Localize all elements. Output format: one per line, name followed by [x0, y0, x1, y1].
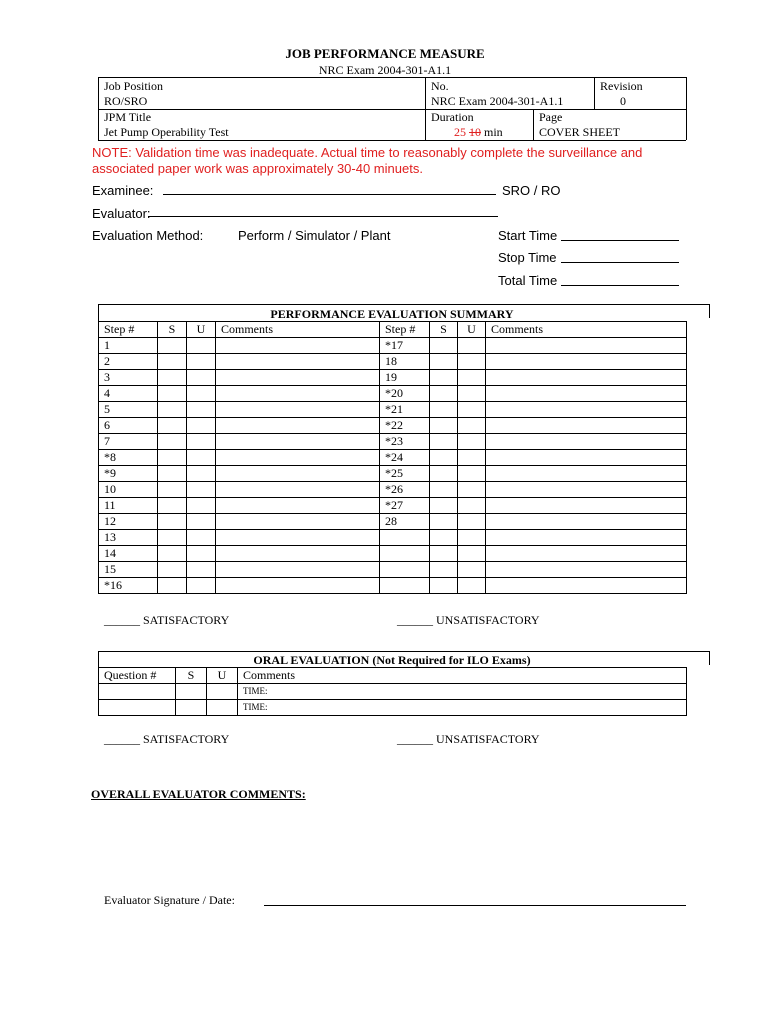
col-u-right: U: [458, 322, 486, 338]
comments-right[interactable]: [486, 450, 687, 466]
summary-row: [99, 418, 687, 434]
u-left[interactable]: [187, 562, 216, 578]
duration-unit: min: [484, 125, 503, 139]
summary-row: [99, 354, 687, 370]
s-right[interactable]: [430, 546, 458, 562]
comments-left[interactable]: [216, 450, 380, 466]
jpm-title-label: JPM Title: [104, 110, 152, 124]
step-left: 14: [99, 546, 158, 562]
s-right[interactable]: [430, 338, 458, 354]
question-cell[interactable]: [99, 700, 176, 716]
s-right[interactable]: [430, 514, 458, 530]
s-left[interactable]: [158, 402, 187, 418]
step-left: 1: [99, 338, 158, 354]
u-left[interactable]: [187, 450, 216, 466]
step-left: 5: [99, 402, 158, 418]
oral-top-rule: [98, 651, 709, 652]
step-right: *20: [380, 386, 430, 402]
duration-new: 25: [454, 125, 466, 139]
sro-ro-label: SRO / RO: [502, 183, 561, 198]
u-right[interactable]: [458, 402, 486, 418]
step-left: 6: [99, 418, 158, 434]
u-right[interactable]: [458, 338, 486, 354]
step-left: *9: [99, 466, 158, 482]
s-left[interactable]: [158, 514, 187, 530]
evaluation-method-options: Perform / Simulator / Plant: [238, 228, 391, 243]
s-left[interactable]: [158, 498, 187, 514]
examinee-label: Examinee:: [92, 183, 154, 198]
revision-label: Revision: [600, 79, 643, 93]
u-left[interactable]: [187, 418, 216, 434]
summary-row: [99, 338, 687, 354]
comments-left[interactable]: [216, 370, 380, 386]
comments-right[interactable]: [486, 402, 687, 418]
step-left: 3: [99, 370, 158, 386]
signature-label: Evaluator Signature / Date:: [104, 893, 235, 907]
col-step-left: Step #: [99, 322, 158, 338]
s-left[interactable]: [158, 466, 187, 482]
comments-left[interactable]: [216, 562, 380, 578]
u-right[interactable]: [458, 370, 486, 386]
comments-left[interactable]: [216, 514, 380, 530]
step-left: 7: [99, 434, 158, 450]
oral-row: [99, 684, 687, 700]
summary-row: [99, 434, 687, 450]
u-right[interactable]: [458, 354, 486, 370]
stop-time-label: Stop Time: [498, 250, 557, 265]
note-line-2: associated paper work was approximately 30-40 minuets.: [92, 161, 423, 176]
time-cell[interactable]: TIME:: [238, 700, 687, 716]
comments-left[interactable]: [216, 546, 380, 562]
note-line-1: NOTE: Validation time was inadequate. Actual time to reasonably complete the surveillance and: [92, 145, 643, 160]
no-value: NRC Exam 2004-301-A1.1: [431, 94, 564, 108]
oral-unsatisfactory: ______ UNSATISFACTORY: [397, 732, 540, 746]
oral-satisfactory: ______ SATISFACTORY: [104, 732, 230, 746]
evaluator-label: Evaluator:: [92, 206, 151, 221]
u-right[interactable]: [458, 418, 486, 434]
u-right[interactable]: [458, 434, 486, 450]
summary-row: [99, 498, 687, 514]
duration-old: 10: [469, 125, 481, 139]
s-right[interactable]: [430, 434, 458, 450]
col-u-left: U: [187, 322, 216, 338]
u-left[interactable]: [187, 530, 216, 546]
examinee-line[interactable]: [163, 194, 496, 195]
comments-right[interactable]: [486, 370, 687, 386]
col-comments-right: Comments: [486, 322, 687, 338]
page-title: JOB PERFORMANCE MEASURE: [285, 46, 485, 61]
s-right[interactable]: [430, 530, 458, 546]
stop-time-line[interactable]: [561, 262, 679, 263]
u-right[interactable]: [458, 386, 486, 402]
comments-left[interactable]: [216, 386, 380, 402]
summary-row: [99, 370, 687, 386]
comments-right[interactable]: [486, 562, 687, 578]
comments-left[interactable]: [216, 418, 380, 434]
jpm-title-value: Jet Pump Operability Test: [104, 125, 229, 139]
u-left[interactable]: [187, 482, 216, 498]
step-right: *25: [380, 466, 430, 482]
signature-line[interactable]: [264, 905, 686, 906]
step-right: *27: [380, 498, 430, 514]
u-right[interactable]: [458, 578, 486, 594]
comments-right[interactable]: [486, 434, 687, 450]
u-right[interactable]: [458, 562, 486, 578]
step-right: *23: [380, 434, 430, 450]
step-right: [380, 530, 430, 546]
u-left[interactable]: [187, 402, 216, 418]
page-value: COVER SHEET: [539, 125, 620, 139]
step-right: [380, 546, 430, 562]
s-right[interactable]: [430, 498, 458, 514]
u-left[interactable]: [187, 434, 216, 450]
comments-right[interactable]: [486, 482, 687, 498]
start-time-label: Start Time: [498, 228, 558, 243]
u-left[interactable]: [187, 466, 216, 482]
comments-right[interactable]: [486, 338, 687, 354]
col-s: S: [176, 668, 207, 684]
u-left[interactable]: [187, 578, 216, 594]
comments-left[interactable]: [216, 354, 380, 370]
evaluator-line[interactable]: [148, 216, 498, 217]
page-subtitle: NRC Exam 2004-301-A1.1: [318, 63, 452, 77]
summary-row: [99, 482, 687, 498]
step-left: 15: [99, 562, 158, 578]
s-left[interactable]: [158, 386, 187, 402]
step-right: *17: [380, 338, 430, 354]
summary-row: [99, 546, 687, 562]
s-left[interactable]: [158, 578, 187, 594]
summary-unsatisfactory: ______ UNSATISFACTORY: [397, 613, 540, 627]
s-cell[interactable]: [176, 684, 207, 700]
col-s-left: S: [158, 322, 187, 338]
s-left[interactable]: [158, 562, 187, 578]
s-left[interactable]: [158, 530, 187, 546]
total-time-label: Total Time: [498, 273, 558, 288]
col-s-right: S: [430, 322, 458, 338]
question-cell[interactable]: [99, 684, 176, 700]
comments-right[interactable]: [486, 546, 687, 562]
step-right: 19: [380, 370, 430, 386]
s-right[interactable]: [430, 482, 458, 498]
s-left[interactable]: [158, 450, 187, 466]
u-cell[interactable]: [207, 684, 238, 700]
step-left: 13: [99, 530, 158, 546]
s-left[interactable]: [158, 354, 187, 370]
col-question: Question #: [99, 668, 176, 684]
summary-row: [99, 466, 687, 482]
comments-right[interactable]: [486, 466, 687, 482]
step-right: [380, 562, 430, 578]
s-right[interactable]: [430, 418, 458, 434]
s-left[interactable]: [158, 338, 187, 354]
u-right[interactable]: [458, 546, 486, 562]
s-right[interactable]: [430, 450, 458, 466]
u-right[interactable]: [458, 530, 486, 546]
step-left: 2: [99, 354, 158, 370]
u-left[interactable]: [187, 354, 216, 370]
comments-left[interactable]: [216, 482, 380, 498]
duration-value: [454, 125, 503, 139]
summary-row: [99, 578, 687, 594]
summary-header-row: [99, 322, 687, 338]
step-left: 11: [99, 498, 158, 514]
col-comments: Comments: [238, 668, 687, 684]
comments-right[interactable]: [486, 578, 687, 594]
s-right[interactable]: [430, 370, 458, 386]
u-left[interactable]: [187, 498, 216, 514]
u-right[interactable]: [458, 466, 486, 482]
no-label: No.: [431, 79, 449, 93]
oral-header-row: [99, 668, 687, 684]
summary-satisfactory: ______ SATISFACTORY: [104, 613, 230, 627]
s-left[interactable]: [158, 434, 187, 450]
step-left: *16: [99, 578, 158, 594]
step-right: *22: [380, 418, 430, 434]
comments-left[interactable]: [216, 466, 380, 482]
u-left[interactable]: [187, 514, 216, 530]
summary-row: [99, 562, 687, 578]
oral-row: [99, 700, 687, 716]
u-left[interactable]: [187, 370, 216, 386]
step-right: *26: [380, 482, 430, 498]
s-right[interactable]: [430, 354, 458, 370]
step-right: [380, 578, 430, 594]
step-left: 10: [99, 482, 158, 498]
comments-left[interactable]: [216, 402, 380, 418]
summary-row: [99, 402, 687, 418]
job-position-value: RO/SRO: [104, 94, 148, 108]
summary-row: [99, 514, 687, 530]
col-comments-left: Comments: [216, 322, 380, 338]
col-step-right: Step #: [380, 322, 430, 338]
summary-row: [99, 450, 687, 466]
comments-left[interactable]: [216, 578, 380, 594]
step-left: 4: [99, 386, 158, 402]
step-right: *24: [380, 450, 430, 466]
step-right: 18: [380, 354, 430, 370]
comments-right[interactable]: [486, 498, 687, 514]
u-left[interactable]: [187, 386, 216, 402]
s-left[interactable]: [158, 546, 187, 562]
summary-table: [98, 321, 687, 594]
comments-right[interactable]: [486, 514, 687, 530]
s-left[interactable]: [158, 482, 187, 498]
u-cell[interactable]: [207, 700, 238, 716]
summary-row: [99, 530, 687, 546]
comments-left[interactable]: [216, 434, 380, 450]
evaluation-method-label: Evaluation Method:: [92, 228, 204, 243]
step-left: *8: [99, 450, 158, 466]
s-right[interactable]: [430, 386, 458, 402]
step-right: 28: [380, 514, 430, 530]
u-left[interactable]: [187, 546, 216, 562]
step-right: *21: [380, 402, 430, 418]
time-cell[interactable]: TIME:: [238, 684, 687, 700]
comments-left[interactable]: [216, 338, 380, 354]
oral-table: [98, 667, 687, 716]
s-right[interactable]: [430, 466, 458, 482]
comments-right[interactable]: [486, 354, 687, 370]
comments-right[interactable]: [486, 530, 687, 546]
comments-left[interactable]: [216, 498, 380, 514]
comments-left[interactable]: [216, 530, 380, 546]
summary-row: [99, 386, 687, 402]
step-left: 12: [99, 514, 158, 530]
u-right[interactable]: [458, 498, 486, 514]
u-right[interactable]: [458, 482, 486, 498]
s-right[interactable]: [430, 402, 458, 418]
u-right[interactable]: [458, 514, 486, 530]
page-label: Page: [539, 110, 563, 124]
s-cell[interactable]: [176, 700, 207, 716]
duration-label: Duration: [431, 110, 474, 124]
total-time-line[interactable]: [561, 285, 679, 286]
s-right[interactable]: [430, 578, 458, 594]
u-right[interactable]: [458, 450, 486, 466]
revision-value: 0: [620, 94, 626, 108]
summary-title: PERFORMANCE EVALUATION SUMMARY: [270, 307, 514, 321]
s-right[interactable]: [430, 562, 458, 578]
oral-title: ORAL EVALUATION (Not Required for ILO Exams): [253, 653, 531, 667]
col-u: U: [207, 668, 238, 684]
comments-right[interactable]: [486, 386, 687, 402]
start-time-line[interactable]: [561, 240, 679, 241]
comments-right[interactable]: [486, 418, 687, 434]
job-position-label: Job Position: [104, 79, 164, 93]
s-left[interactable]: [158, 418, 187, 434]
s-left[interactable]: [158, 370, 187, 386]
summary-top-rule: [98, 304, 709, 305]
overall-comments-title: OVERALL EVALUATOR COMMENTS:: [91, 787, 306, 801]
u-left[interactable]: [187, 338, 216, 354]
